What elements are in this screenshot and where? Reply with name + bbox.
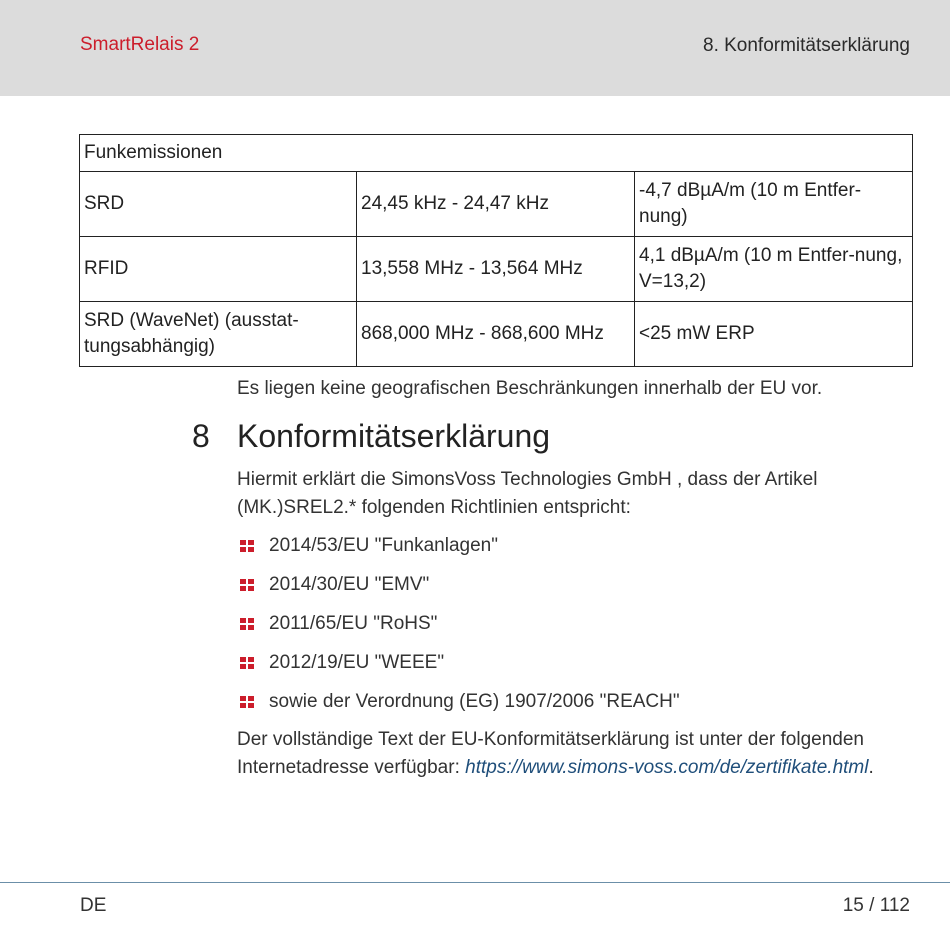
- table-row: [80, 237, 913, 302]
- certificates-link[interactable]: https://www.simons-voss.com/de/zertifikate.html: [465, 757, 869, 778]
- bullet-icon: [240, 618, 254, 630]
- table-cell: SRD: [80, 172, 357, 237]
- directive-list: [240, 532, 680, 727]
- closing-period: .: [868, 757, 874, 778]
- bullet-icon: [240, 657, 254, 669]
- language-code: DE: [80, 895, 107, 916]
- directive-label: 2012/19/EU "WEEE": [269, 652, 445, 673]
- closing-paragraph: [237, 726, 907, 782]
- list-item: [240, 571, 680, 610]
- running-section-title: 8. Konformitätserklärung: [703, 35, 910, 56]
- table-cell: -4,7 dBµA/m (10 m Entfer-nung): [635, 172, 913, 237]
- directive-label: 2014/30/EU "EMV": [269, 574, 430, 595]
- list-item: [240, 688, 680, 727]
- bullet-icon: [240, 579, 254, 591]
- table-cell: <25 mW ERP: [635, 302, 913, 367]
- directive-label: 2014/53/EU "Funkanlagen": [269, 535, 498, 556]
- radio-emissions-table: [79, 134, 913, 367]
- intro-paragraph: Hiermit erklärt die SimonsVoss Technologies GmbH , dass der Artikel (MK.)SREL2.* folgenden Richtlinien entspricht:: [237, 469, 818, 518]
- table-cell: 4,1 dBµA/m (10 m Entfer-nung, V=13,2): [635, 237, 913, 302]
- geo-restriction-note: Es liegen keine geografischen Beschränkungen innerhalb der EU vor.: [237, 378, 823, 399]
- table-caption: Funkemissionen: [80, 135, 913, 172]
- closing-text: Der vollständige Text der EU-Konformitätserklärung ist unter der folgenden Internetadresse verfügbar:: [237, 729, 864, 778]
- footer-divider: [0, 882, 950, 883]
- directive-label: 2011/65/EU "RoHS": [269, 613, 438, 634]
- table-cell: 24,45 kHz - 24,47 kHz: [357, 172, 635, 237]
- table-row: [80, 302, 913, 367]
- table-cell: 868,000 MHz - 868,600 MHz: [357, 302, 635, 367]
- page-header: [0, 0, 950, 96]
- chapter-title: Konformitätserklärung: [237, 418, 551, 454]
- list-item: [240, 610, 680, 649]
- list-item: [240, 532, 680, 571]
- table-cell: RFID: [80, 237, 357, 302]
- bullet-icon: [240, 540, 254, 552]
- product-name: SmartRelais 2: [80, 34, 200, 55]
- bullet-icon: [240, 696, 254, 708]
- table-caption-row: [80, 135, 913, 172]
- list-item: [240, 649, 680, 688]
- chapter-number: 8: [192, 418, 210, 454]
- table-row: [80, 172, 913, 237]
- table-cell: 13,558 MHz - 13,564 MHz: [357, 237, 635, 302]
- table-cell: SRD (WaveNet) (ausstat-tungsabhängig): [80, 302, 357, 367]
- directive-label: sowie der Verordnung (EG) 1907/2006 "REACH": [269, 691, 680, 712]
- page-number: 15 / 112: [842, 895, 910, 916]
